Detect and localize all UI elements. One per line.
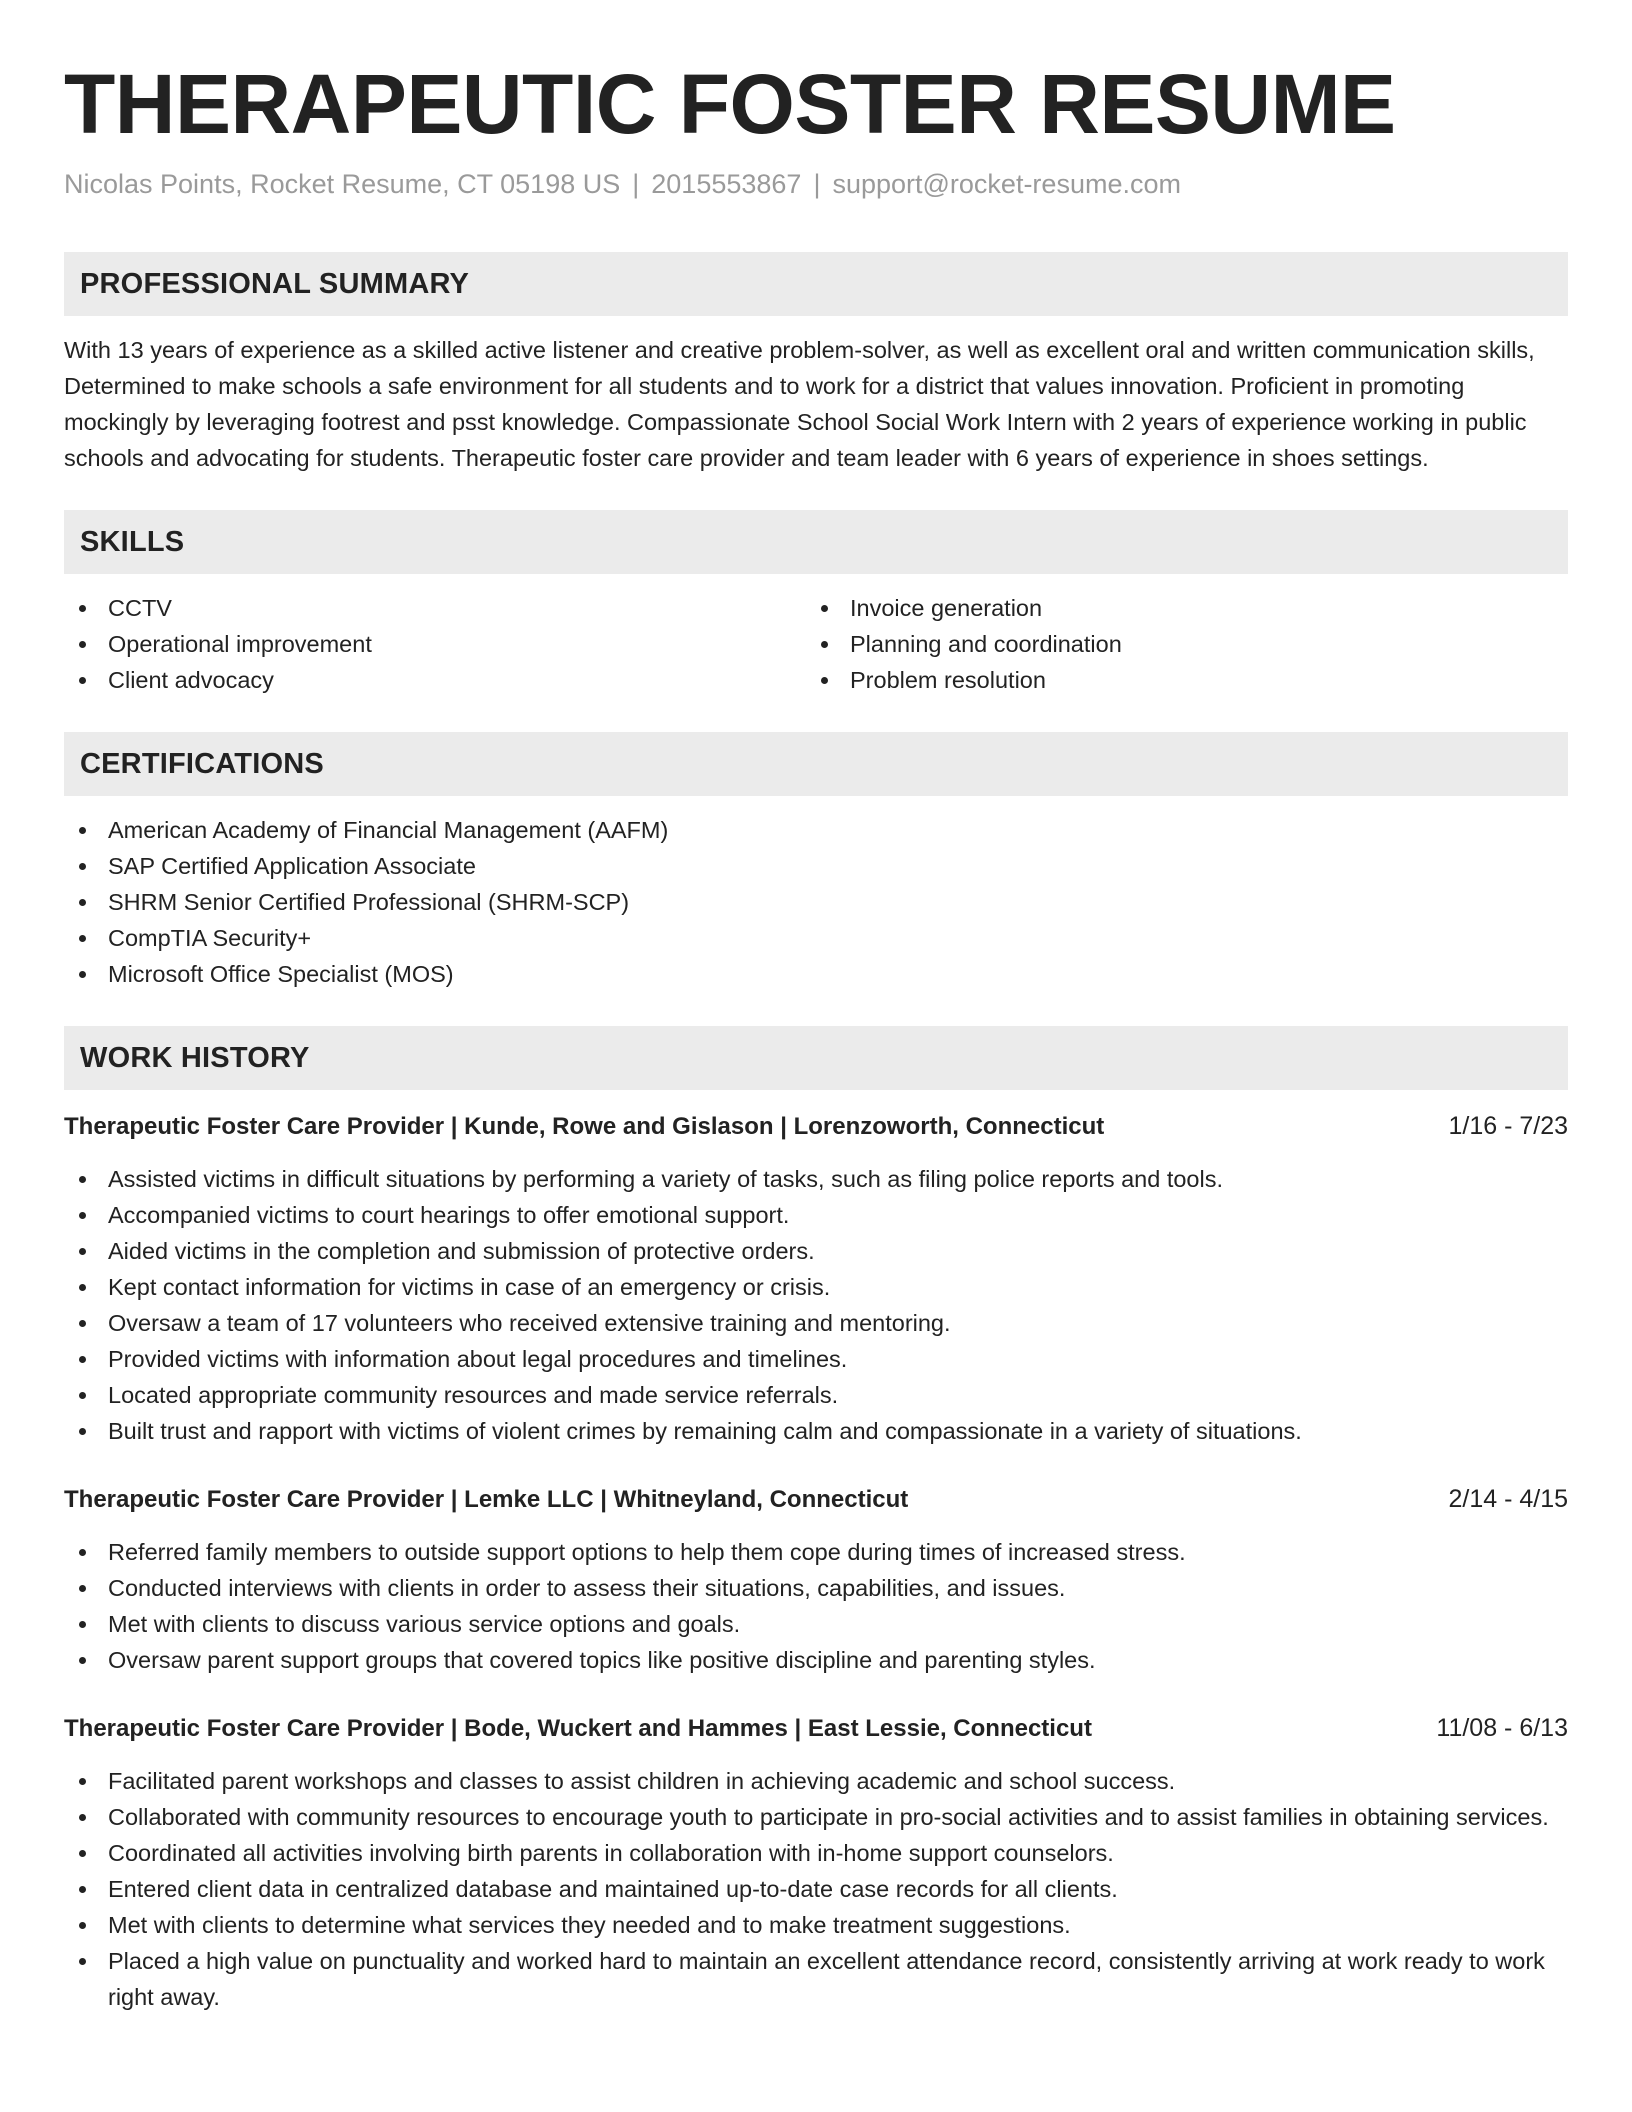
section-header-summary (64, 252, 1568, 316)
job-bullet: Conducted interviews with clients in order to assess their situations, capabilities, and issues. (64, 1570, 1568, 1606)
job-bullets (64, 1161, 1568, 1449)
job-header (64, 1481, 1568, 1518)
bullet-icon (79, 1284, 86, 1291)
job-bullet: Met with clients to determine what services they needed and to make treatment suggestions. (64, 1907, 1568, 1943)
bullet-icon (821, 677, 828, 684)
contact-phone: 2015553867 (651, 169, 802, 199)
contact-address: Nicolas Points, Rocket Resume, CT 05198 US (64, 169, 621, 199)
skills-grid (64, 590, 1568, 698)
bullet-icon (79, 1176, 86, 1183)
job-bullet: Facilitated parent workshops and classes to assist children in achieving academic and school success. (64, 1763, 1568, 1799)
bullet-icon (79, 1814, 86, 1821)
skill-item: Client advocacy (64, 662, 806, 698)
job-dates: 11/08 - 6/13 (1436, 1714, 1568, 1742)
section-title: WORK HISTORY (80, 1041, 310, 1074)
skill-item: Planning and coordination (806, 626, 1548, 662)
bullet-icon (821, 641, 828, 648)
bullet-icon (79, 863, 86, 870)
job-header (64, 1710, 1568, 1747)
skill-item: CCTV (64, 590, 806, 626)
bullet-icon (79, 899, 86, 906)
bullet-icon (79, 827, 86, 834)
job-bullet: Met with clients to discuss various service options and goals. (64, 1606, 1568, 1642)
contact-separator: | (632, 169, 640, 199)
bullet-icon (79, 1549, 86, 1556)
job-entry (64, 1481, 1568, 1678)
bullet-icon (79, 1320, 86, 1327)
job-bullet: Placed a high value on punctuality and worked hard to maintain an excellent attendance record, consistently arriving at work ready to work right away. (64, 1943, 1568, 2015)
job-bullet: Oversaw a team of 17 volunteers who received extensive training and mentoring. (64, 1305, 1568, 1341)
bullet-icon (79, 641, 86, 648)
certification-item: SAP Certified Application Associate (64, 848, 1568, 884)
bullet-icon (79, 1886, 86, 1893)
job-title: Therapeutic Foster Care Provider | Bode, Wuckert and Hammes | East Lessie, Connecticut (64, 1715, 1092, 1742)
job-bullet: Located appropriate community resources and made service referrals. (64, 1377, 1568, 1413)
section-title: PROFESSIONAL SUMMARY (80, 267, 470, 300)
bullet-icon (79, 605, 86, 612)
certification-item: American Academy of Financial Management (AAFM) (64, 812, 1568, 848)
bullet-icon (79, 971, 86, 978)
section-header-work-history (64, 1026, 1568, 1090)
summary-text: With 13 years of experience as a skilled active listener and creative problem-solver, as well as excellent oral and written communication skills, Determined to make schools a safe environment for all students and to work for a district that values innovation. Proficient in promoting mockingly by leveraging footrest and psst knowledge. Compassionate School Social Work Intern with 2 years of experience working in public schools and advocating for students. Therapeutic foster care provider and team leader with 6 years of experience in shoes settings. (64, 337, 1535, 471)
resume-page (64, 0, 1568, 2015)
bullet-icon (79, 1778, 86, 1785)
job-bullet: Coordinated all activities involving birth parents in collaboration with in-home support counselors. (64, 1835, 1568, 1871)
contact-separator: | (813, 169, 821, 199)
certification-item: SHRM Senior Certified Professional (SHRM-SCP) (64, 884, 1568, 920)
skills-list-right (806, 590, 1548, 698)
certifications-list (64, 812, 1568, 992)
bullet-icon (79, 1621, 86, 1628)
skill-item: Invoice generation (806, 590, 1548, 626)
skill-item: Problem resolution (806, 662, 1548, 698)
job-entry (64, 1710, 1568, 2015)
contact-email: support@rocket-resume.com (832, 169, 1181, 199)
job-bullet: Oversaw parent support groups that covered topics like positive discipline and parenting styles. (64, 1642, 1568, 1678)
bullet-icon (79, 1850, 86, 1857)
bullet-icon (79, 1392, 86, 1399)
bullet-icon (79, 935, 86, 942)
job-bullet: Assisted victims in difficult situations by performing a variety of tasks, such as filing police reports and tools. (64, 1161, 1568, 1197)
job-dates: 1/16 - 7/23 (1448, 1112, 1568, 1140)
bullet-icon (79, 1585, 86, 1592)
bullet-icon (79, 1428, 86, 1435)
bullet-icon (79, 1958, 86, 1965)
job-bullet: Built trust and rapport with victims of violent crimes by remaining calm and compassionate in a variety of situations. (64, 1413, 1568, 1449)
job-dates: 2/14 - 4/15 (1448, 1485, 1568, 1513)
job-bullets (64, 1534, 1568, 1678)
job-bullets (64, 1763, 1568, 2015)
bullet-icon (79, 1657, 86, 1664)
job-title: Therapeutic Foster Care Provider | Lemke LLC | Whitneyland, Connecticut (64, 1486, 909, 1513)
bullet-icon (79, 1922, 86, 1929)
bullet-icon (79, 677, 86, 684)
job-bullet: Entered client data in centralized database and maintained up-to-date case records for all clients. (64, 1871, 1568, 1907)
bullet-icon (821, 605, 828, 612)
skill-item: Operational improvement (64, 626, 806, 662)
certification-item: Microsoft Office Specialist (MOS) (64, 956, 1568, 992)
section-header-skills (64, 510, 1568, 574)
resume-title: THERAPEUTIC FOSTER RESUME (64, 57, 1396, 151)
bullet-icon (79, 1212, 86, 1219)
bullet-icon (79, 1356, 86, 1363)
section-title: SKILLS (80, 525, 185, 558)
job-bullet: Collaborated with community resources to encourage youth to participate in pro-social activities and to assist families in obtaining services. (64, 1799, 1568, 1835)
job-bullet: Provided victims with information about legal procedures and timelines. (64, 1341, 1568, 1377)
job-bullet: Accompanied victims to court hearings to offer emotional support. (64, 1197, 1568, 1233)
section-title: CERTIFICATIONS (80, 747, 324, 780)
job-header (64, 1108, 1568, 1145)
job-bullet: Referred family members to outside support options to help them cope during times of increased stress. (64, 1534, 1568, 1570)
job-entry (64, 1108, 1568, 1449)
skills-list-left (64, 590, 806, 698)
section-header-certifications (64, 732, 1568, 796)
job-bullet: Kept contact information for victims in case of an emergency or crisis. (64, 1269, 1568, 1305)
contact-line (64, 166, 1568, 202)
bullet-icon (79, 1248, 86, 1255)
job-bullet: Aided victims in the completion and submission of protective orders. (64, 1233, 1568, 1269)
certification-item: CompTIA Security+ (64, 920, 1568, 956)
job-title: Therapeutic Foster Care Provider | Kunde, Rowe and Gislason | Lorenzoworth, Connecticut (64, 1113, 1105, 1140)
